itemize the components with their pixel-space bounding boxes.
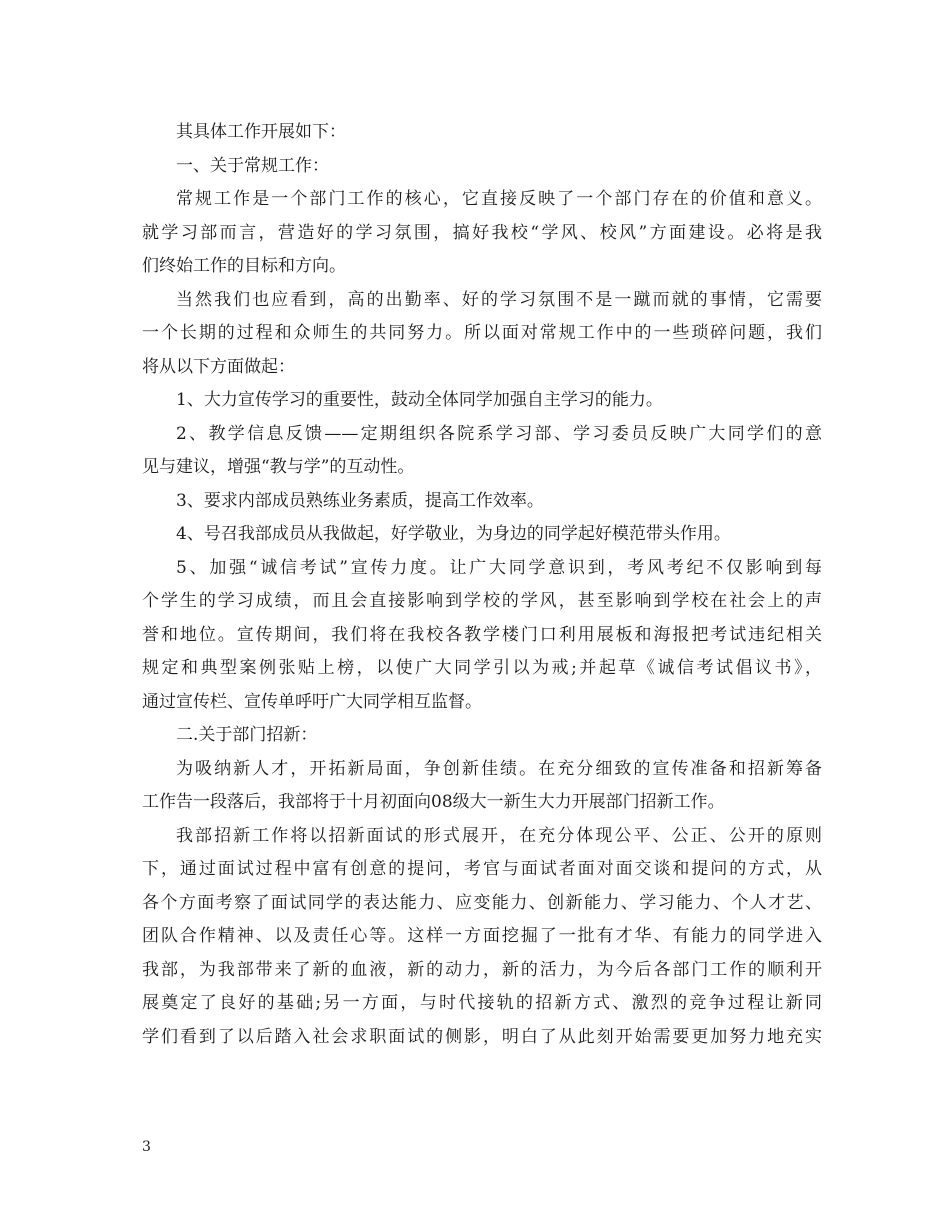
text-line: 常规工作是一个部门工作的核心，它直接反映了一个部门存在的价值和意义。 <box>176 189 822 209</box>
text-line: 我部招新工作将以招新面试的形式展开，在充分体现公平、公正、公开的原则 <box>176 825 822 846</box>
text-line: 当然我们也应看到，高的出勤率、好的学习氛围不是一蹴而就的事情，它需要 <box>176 289 822 310</box>
text-line: 一、关于常规工作： <box>176 155 329 176</box>
text-line: 们终始工作的目标和方向。 <box>142 256 346 276</box>
text-line: 团队合作精神、以及责任心等。这样一方面挖掘了一批有才华、有能力的同学进入 <box>142 926 822 946</box>
text-line: 展奠定了良好的基础;另一方面，与时代接轨的招新方式、激烈的竞争过程让新同 <box>142 993 822 1013</box>
text-line: 1、大力宣传学习的重要性，鼓动全体同学加强自主学习的能力。 <box>176 390 663 410</box>
page-number: 3 <box>142 1139 151 1155</box>
text-line: 我部，为我部带来了新的血液，新的动力，新的活力，为今后各部门工作的顺利开 <box>142 959 822 980</box>
text-line: 学们看到了以后踏入社会求职面试的侧影，明白了从此刻开始需要更加努力地充实 <box>142 1026 822 1047</box>
text-line: 誉和地位。宣传期间，我们将在我校各教学楼门口利用展板和海报把考试违纪相关 <box>142 624 822 645</box>
text-line: 2、教学信息反馈——定期组织各院系学习部、学习委员反映广大同学们的意 <box>176 423 822 444</box>
text-line: 通过宣传栏、宣传单呼吁广大同学相互监督。 <box>142 691 482 712</box>
text-line: 规定和典型案例张贴上榜，以使广大同学引以为戒;并起草《诚信考试倡议书》， <box>142 658 822 678</box>
text-line: 下，通过面试过程中富有创意的提问，考官与面试者面对面交谈和提问的方式，从 <box>142 859 822 879</box>
text-line: 二.关于部门招新： <box>176 725 318 745</box>
text-line: 为吸纳新人才，开拓新局面，争创新佳绩。在充分细致的宣传准备和招新筹备 <box>176 758 822 779</box>
text-line: 个学生的学习成绩，而且会直接影响到学校的学风，甚至影响到学校在社会上的声 <box>142 591 822 611</box>
text-line: 4、号召我部成员从我做起，好学敬业，为身边的同学起好模范带头作用。 <box>176 524 731 544</box>
text-line: 其具体工作开展如下： <box>176 122 346 142</box>
text-line: 各个方面考察了面试同学的表达能力、应变能力、创新能力、学习能力、个人才艺、 <box>142 892 822 913</box>
document-body <box>142 116 822 1054</box>
text-line: 工作告一段落后，我部将于十月初面向08级大一新生大力开展部门招新工作。 <box>142 792 725 812</box>
text-line: 3、要求内部成员熟练业务素质，提高工作效率。 <box>176 490 544 511</box>
text-line: 一个长期的过程和众师生的共同努力。所以面对常规工作中的一些琐碎问题，我们 <box>142 323 822 343</box>
text-line: 将从以下方面做起： <box>142 356 295 377</box>
text-line: 见与建议，增强“教与学”的互动性。 <box>142 457 415 477</box>
text-line: 5、加强“诚信考试”宣传力度。让广大同学意识到，考风考纪不仅影响到每 <box>176 557 822 578</box>
text-line: 就学习部而言，营造好的学习氛围，搞好我校“学风、校风”方面建设。必将是我 <box>142 222 822 243</box>
